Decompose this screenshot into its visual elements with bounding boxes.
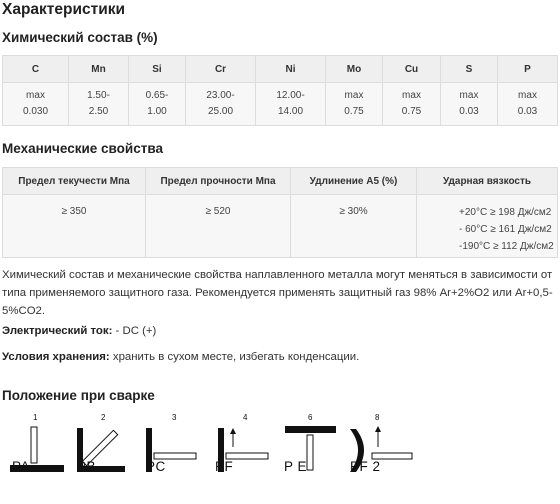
current-line	[2, 322, 558, 340]
chem-header-mn: Mn	[69, 56, 129, 83]
position-label-pc: PC	[146, 459, 166, 474]
mech-cell-yield: ≥ 350	[3, 195, 146, 258]
table-row	[3, 195, 558, 258]
position-label-pa: PA	[12, 459, 31, 474]
current-label: Электрический ток:	[2, 325, 113, 337]
position-label-pe: P E	[284, 459, 308, 474]
position-label-pf: PF	[215, 459, 234, 474]
mech-cell-elongation: ≥ 30%	[291, 195, 417, 258]
chem-cell-si: 0.65- 1.00	[129, 83, 186, 126]
table-row	[3, 83, 558, 126]
storage-line	[2, 348, 558, 366]
chem-cell-cr: 23.00- 25.00	[186, 83, 256, 126]
position-label-pf2: PF 2	[350, 459, 381, 474]
mechanical-table	[2, 167, 558, 258]
chem-cell-mo: max 0.75	[326, 83, 383, 126]
chem-header-s: S	[441, 56, 498, 83]
page-title: Характеристики	[2, 1, 126, 18]
chem-cell-ni: 12.00- 14.00	[256, 83, 326, 126]
position-number: 8	[375, 413, 380, 422]
mech-header-tensile: Предел прочности Мпа	[146, 168, 291, 195]
chem-cell-p: max 0.03	[498, 83, 558, 126]
position-number: 2	[101, 413, 106, 422]
chem-cell-mn: 1.50- 2.50	[69, 83, 129, 126]
mech-cell-impact	[417, 195, 558, 258]
gas-note: Химический состав и механические свойства наплавленного металла могут меняться в зависимости от типа применяемого защитного газа. Рекомендуется применять защитный газ 98% Ar+2%O2 или Ar+0,5-5%CO2.	[2, 269, 553, 317]
chem-header-cr: Cr	[186, 56, 256, 83]
chem-header-c: C	[3, 56, 69, 83]
position-number: 6	[308, 413, 313, 422]
mech-header-impact: Ударная вязкость	[417, 168, 558, 195]
chemical-heading: Химический состав (%)	[2, 30, 158, 45]
chem-header-p: P	[498, 56, 558, 83]
mech-cell-tensile: ≥ 520	[146, 195, 291, 258]
mechanical-header-row	[3, 168, 558, 195]
storage-label: Условия хранения:	[2, 351, 110, 363]
current-value: - DC (+)	[112, 325, 157, 337]
position-label-pb: PB	[77, 459, 97, 474]
chem-header-ni: Ni	[256, 56, 326, 83]
welding-positions-diagram	[0, 411, 560, 504]
storage-value: хранить в сухом месте, избегать конденсации.	[109, 351, 360, 363]
chem-cell-c: max 0.030	[3, 83, 69, 126]
chem-cell-s: max 0.03	[441, 83, 498, 126]
impact-line: - 60°C ≥ 161 Дж/см2	[459, 224, 552, 235]
positions-heading: Положение при сварке	[2, 388, 155, 403]
mech-header-yield: Предел текучести Мпа	[3, 168, 146, 195]
impact-line: +20°C ≥ 198 Дж/см2	[459, 207, 552, 218]
chem-header-si: Si	[129, 56, 186, 83]
chemical-table	[2, 55, 558, 126]
chem-header-cu: Cu	[383, 56, 441, 83]
chem-cell-cu: max 0.75	[383, 83, 441, 126]
chem-header-mo: Mo	[326, 56, 383, 83]
mech-header-elongation: Удлинение А5 (%)	[291, 168, 417, 195]
chemical-header-row	[3, 56, 558, 83]
position-number: 3	[172, 413, 177, 422]
mechanical-heading: Механические свойства	[2, 141, 163, 156]
position-number: 4	[243, 413, 248, 422]
impact-line: -190°C ≥ 112 Дж/см2	[459, 241, 554, 252]
position-number: 1	[33, 413, 38, 422]
